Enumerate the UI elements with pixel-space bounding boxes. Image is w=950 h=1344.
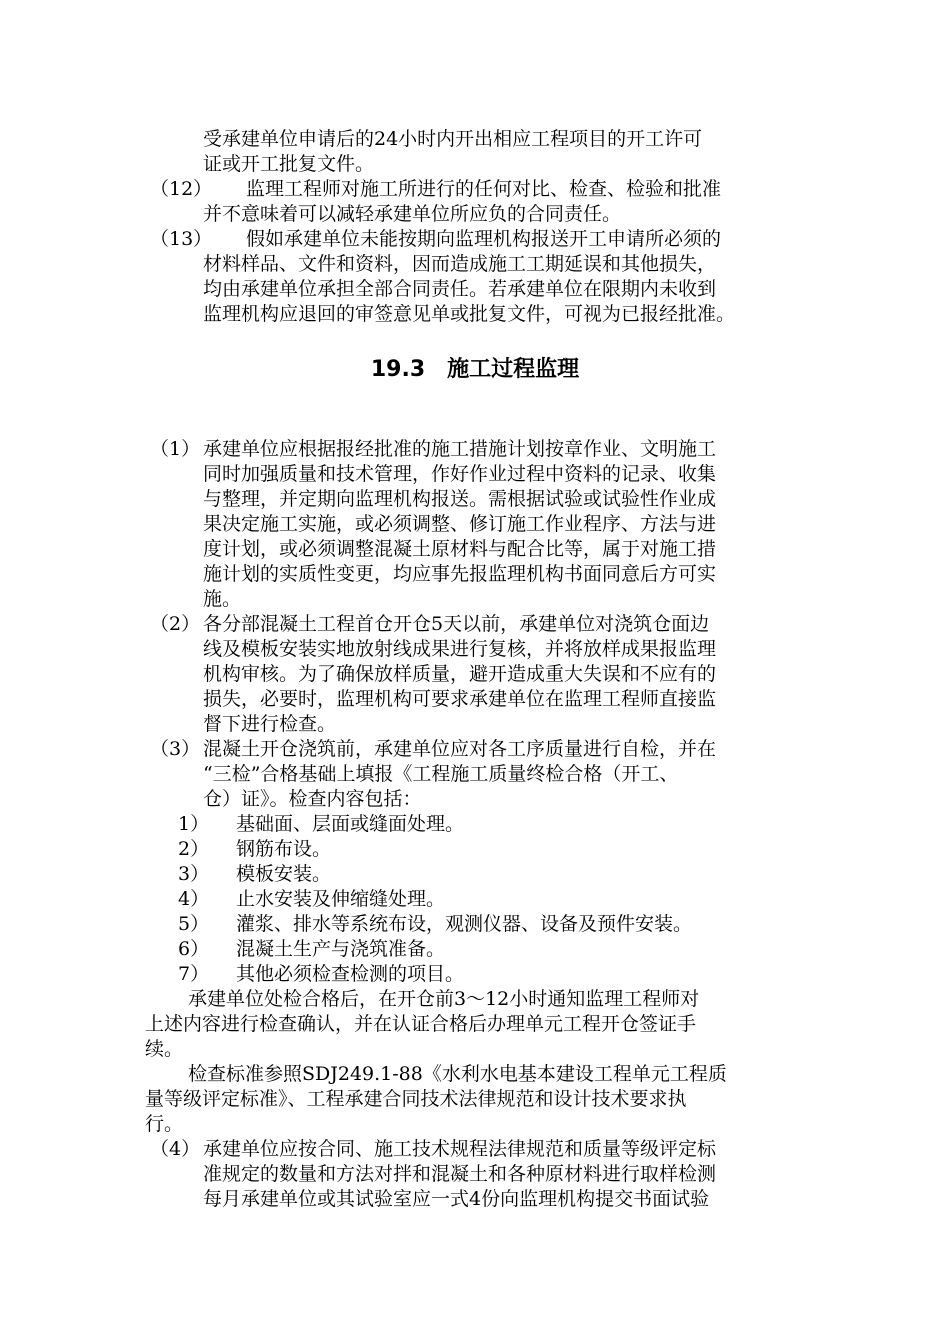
item1-line-7: 施。 xyxy=(203,588,242,610)
sub2-number: 2） xyxy=(178,838,210,860)
section-heading xyxy=(0,355,950,385)
item3-line-1: 混凝土开仓浇筑前，承建单位应对各工序质量进行自检，并在 xyxy=(203,738,717,760)
item11-continuation-line-2: 证或开工批复文件。 xyxy=(203,153,375,175)
item4-line-1: 承建单位应按合同、施工技术规程法律规范和质量等级评定标 xyxy=(203,1138,717,1160)
item3-line-2: “三检”合格基础上填报《工程施工质量终检合格（开工、 xyxy=(203,763,679,785)
item3-line-3: 仓）证》。检查内容包括： xyxy=(203,788,422,810)
sub6-number: 6） xyxy=(178,938,210,960)
item2-line-4: 损失，必要时，监理机构可要求承建单位在监理工程师直接监 xyxy=(203,688,717,710)
item2-line-3: 机构审核。为了确保放样质量，避开造成重大失误和不应有的 xyxy=(203,663,717,685)
item1-line-6: 施计划的实质性变更，均应事先报监理机构书面同意后方可实 xyxy=(203,563,717,585)
item11-continuation-line-1: 受承建单位申请后的24小时内开出相应工程项目的开工许可 xyxy=(203,128,703,150)
item13-line-1: 假如承建单位未能按期向监理机构报送开工申请所必须的 xyxy=(246,228,722,250)
item1-line-3: 与整理，并定期向监理机构报送。需根据试验或试验性作业成 xyxy=(203,488,717,510)
sub7-number: 7） xyxy=(178,963,210,985)
item1-line-4: 果决定施工实施，或必须调整、修订施工作业程序、方法与进 xyxy=(203,513,717,535)
para2-line-2: 量等级评定标准》、工程承建合同技术法律规范和设计技术要求执 xyxy=(145,1088,687,1110)
item13-line-3: 均由承建单位承担全部合同责任。若承建单位在限期内未收到 xyxy=(203,278,717,300)
sub4-number: 4） xyxy=(178,888,210,910)
item12-line-1: 监理工程师对施工所进行的任何对比、检查、检验和批准 xyxy=(246,178,722,200)
sub3-number: 3） xyxy=(178,863,210,885)
item2-line-5: 督下进行检查。 xyxy=(203,713,337,735)
item2-line-1: 各分部混凝土工程首仓开仓5天以前，承建单位对浇筑仓面边 xyxy=(203,613,710,635)
item3-label: （3） xyxy=(150,738,201,760)
item13-label: （13） xyxy=(150,228,213,250)
item13-line-2: 材料样品、文件和资料，因而造成施工工期延误和其他损失， xyxy=(203,253,717,275)
section-number: 19.3 xyxy=(370,357,426,382)
sub1-number: 1） xyxy=(178,813,210,835)
item2-line-2: 线及模板安装实地放射线成果进行复核，并将放样成果报监理 xyxy=(203,638,717,660)
para2-line-3: 行。 xyxy=(145,1113,184,1135)
item4-line-2: 准规定的数量和方法对拌和混凝土和各种原材料进行取样检测 xyxy=(203,1163,717,1185)
item2-label: （2） xyxy=(150,613,201,635)
para2-line-1: 检查标准参照SDJ249.1-88《水利水电基本建设工程单元工程质 xyxy=(188,1063,727,1085)
section-title: 施工过程监理 xyxy=(447,357,580,382)
sub3-text: 模板安装。 xyxy=(236,863,332,885)
sub7-text: 其他必须检查检测的项目。 xyxy=(236,963,465,985)
item1-line-1: 承建单位应根据报经批准的施工措施计划按章作业、文明施工 xyxy=(203,438,717,460)
para1-line-1: 承建单位处检合格后，在开仓前3～12小时通知监理工程师对 xyxy=(188,988,700,1010)
sub5-text: 灌浆、排水等系统布设，观测仪器、设备及预件安装。 xyxy=(236,913,693,935)
sub6-text: 混凝土生产与浇筑准备。 xyxy=(236,938,446,960)
item12-label: （12） xyxy=(150,178,213,200)
item12-line-2: 并不意味着可以减轻承建单位所应负的合同责任。 xyxy=(203,203,622,225)
item4-label: （4） xyxy=(150,1138,201,1160)
item1-label: （1） xyxy=(150,438,201,460)
item4-line-3: 每月承建单位或其试验室应一式4份向监理机构提交书面试验 xyxy=(203,1188,710,1210)
item13-line-4: 监理机构应退回的审签意见单或批复文件，可视为已报经批准。 xyxy=(203,303,736,325)
item1-line-5: 度计划，或必须调整混凝土原材料与配合比等，属于对施工措 xyxy=(203,538,717,560)
item1-line-2: 同时加强质量和技术管理，作好作业过程中资料的记录、收集 xyxy=(203,463,717,485)
para1-line-3: 续。 xyxy=(145,1038,184,1060)
sub2-text: 钢筋布设。 xyxy=(236,838,332,860)
sub4-text: 止水安装及伸缩缝处理。 xyxy=(236,888,446,910)
sub5-number: 5） xyxy=(178,913,210,935)
para1-line-2: 上述内容进行检查确认，并在认证合格后办理单元工程开仓签证手 xyxy=(145,1013,697,1035)
sub1-text: 基础面、层面或缝面处理。 xyxy=(236,813,465,835)
